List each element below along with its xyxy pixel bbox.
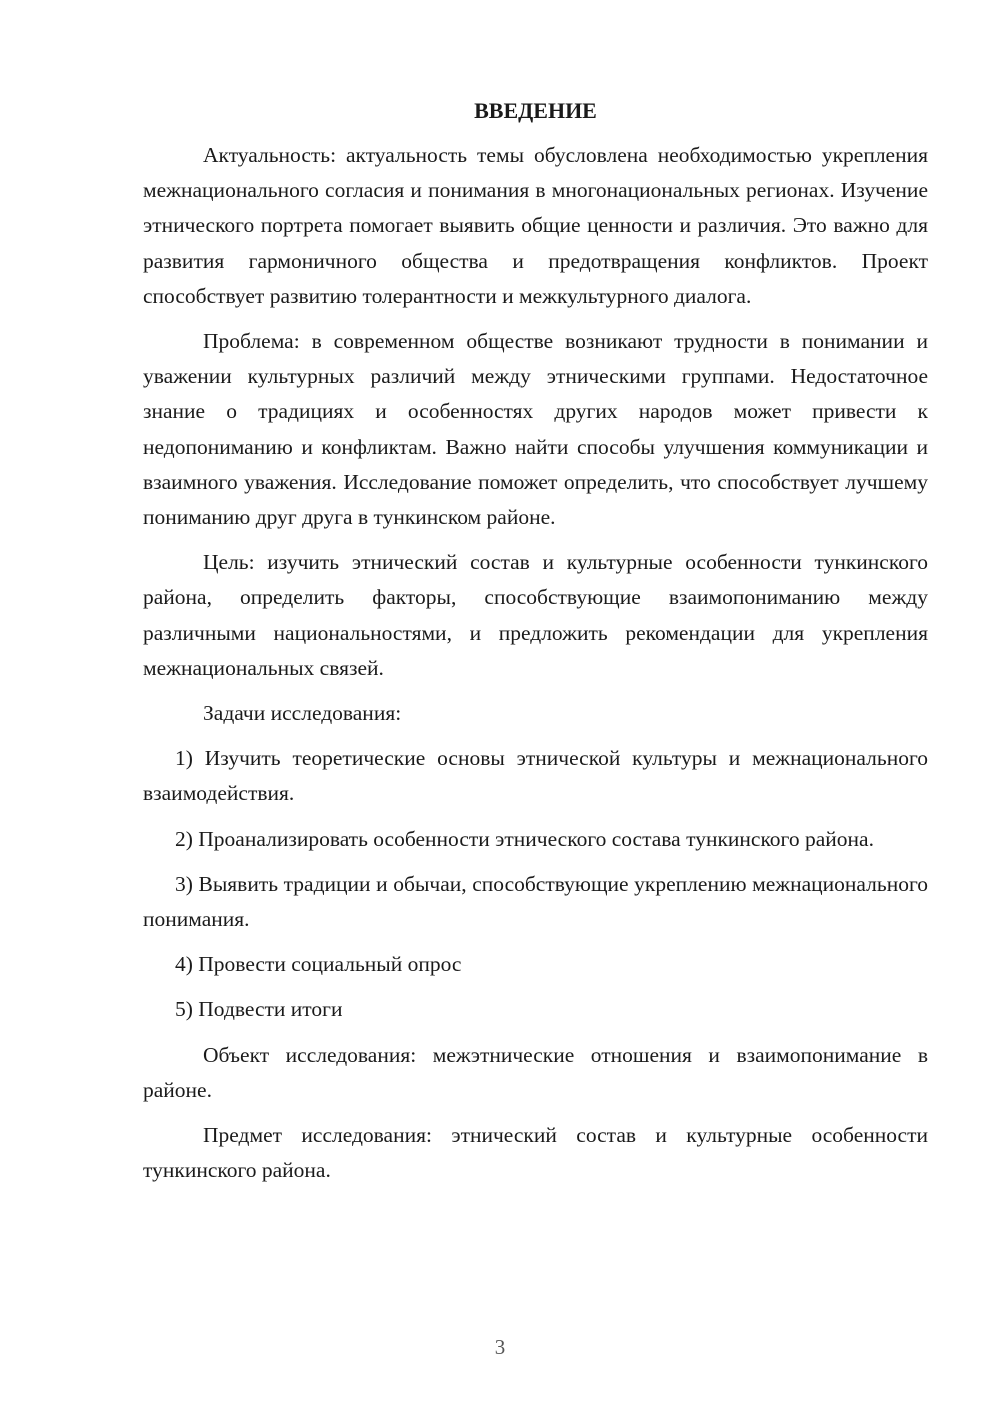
paragraph-goal: Цель: изучить этнический состав и культурные особенности тункинского района, определить факторы, способствующие взаимопониманию между различными национальностями, и предложить рекомендации для укрепления межнациональных связей. bbox=[143, 550, 928, 680]
paragraph-object: Объект исследования: межэтнические отношения и взаимопонимание в районе. bbox=[143, 1042, 928, 1102]
task-item-4: 4) Провести социальный опрос bbox=[175, 952, 462, 977]
page-number: 3 bbox=[494, 1335, 506, 1359]
paragraph-subject: Предмет исследования: этнический состав и культурные особенности тункинского района. bbox=[143, 1123, 928, 1183]
paragraph-problem: Проблема: в современном обществе возникают трудности в понимании и уважении культурных различий между этническими группами. Недостаточное знание о традициях и особенностях других народов может привести к недопониманию и конфликтам. Важно найти способы улучшения коммуникации и взаимного уважения. Исследование поможет определить, что способствует лучшему пониманию друг друга в тункинском районе. bbox=[143, 329, 928, 530]
tasks-heading: Задачи исследования: bbox=[203, 701, 402, 726]
paragraph-relevance: Актуальность: актуальность темы обусловлена необходимостью укрепления межнационального согласия и понимания в многонациональных регионах. Изучение этнического портрета помогает выявить общие ценности и различия. Это важно для развития гармоничного общества и предотвращения конфликтов. Проект способствует развитию толерантности и межкультурного диалога. bbox=[143, 143, 928, 308]
task-item-1: 1) Изучить теоретические основы этнической культуры и межнационального взаимодействия. bbox=[143, 746, 928, 806]
task-item-5: 5) Подвести итоги bbox=[175, 997, 343, 1022]
document-title: ВВЕДЕНИЕ bbox=[474, 98, 597, 123]
task-item-3: 3) Выявить традиции и обычаи, способствующие укреплению межнационального понимания. bbox=[143, 871, 928, 932]
task-item-2: 2) Проанализировать особенности этнического состава тункинского района. bbox=[175, 826, 874, 851]
task-list bbox=[143, 741, 928, 1027]
document-page bbox=[143, 93, 928, 1198]
